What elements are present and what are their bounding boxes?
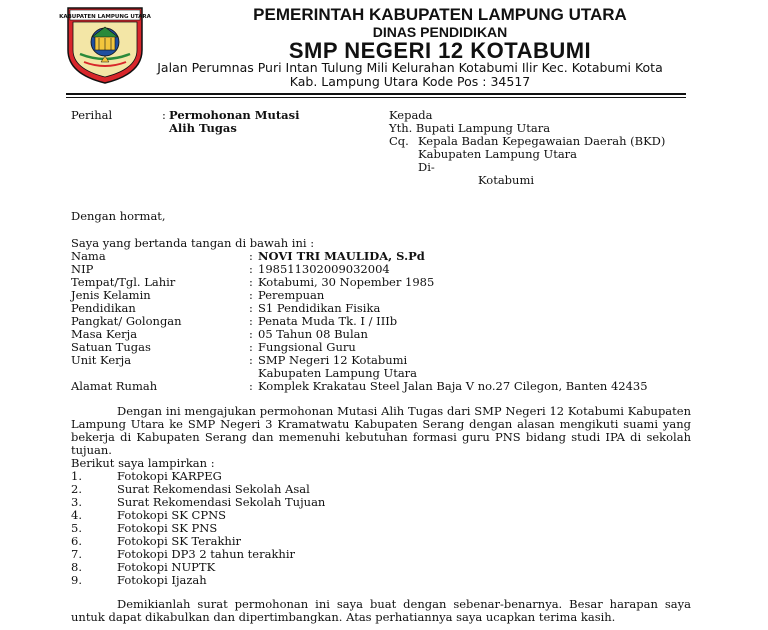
field-value-nama: NOVI TRI MAULIDA, S.Pd bbox=[258, 249, 425, 263]
attachment-number: 4. bbox=[71, 508, 82, 522]
field-value-workunit: SMP Negeri 12 Kotabumi bbox=[258, 353, 408, 367]
field-label-nama: Nama bbox=[71, 249, 106, 263]
attachment-number: 5. bbox=[71, 521, 82, 535]
field-value-education: S1 Pendidikan Fisika bbox=[258, 301, 381, 315]
recipient-cq-line1: Kepala Badan Kepegawaian Daerah (BKD) bbox=[418, 134, 666, 148]
field-value-nip: 198511302009032004 bbox=[258, 262, 390, 276]
recipient-yth: Yth. Bupati Lampung Utara bbox=[389, 121, 551, 135]
recipient-city: Kotabumi bbox=[478, 173, 535, 187]
field-label-workunit: Unit Kerja bbox=[71, 353, 132, 367]
perihal-label: Perihal bbox=[71, 108, 113, 122]
field-value-gender: Perempuan bbox=[258, 288, 325, 302]
attachment-item: Fotokopi SK CPNS bbox=[117, 508, 227, 522]
attachment-number: 1. bbox=[71, 469, 82, 483]
emblem-lettering: KABUPATEN LAMPUNG UTARA bbox=[59, 14, 151, 20]
attachment-number: 7. bbox=[71, 547, 82, 561]
perihal-colon: : bbox=[162, 108, 166, 122]
attachment-number: 6. bbox=[71, 534, 82, 548]
attachment-item: Surat Rekomendasi Sekolah Tujuan bbox=[117, 495, 326, 509]
field-value-address: Komplek Krakatau Steel Jalan Baja V no.27 Cilegon, Banten 42435 bbox=[258, 379, 648, 393]
attachment-item: Fotokopi SK Terakhir bbox=[117, 534, 242, 548]
field-label-tenure: Masa Kerja bbox=[71, 327, 138, 341]
perihal-line2: Alih Tugas bbox=[169, 121, 237, 135]
field-colon: : bbox=[249, 288, 253, 302]
attachment-number: 8. bbox=[71, 560, 82, 574]
school-address-line2: Kab. Lampung Utara Kode Pos : 34517 bbox=[289, 74, 531, 89]
attachment-item: Fotokopi KARPEG bbox=[117, 469, 222, 483]
field-colon: : bbox=[249, 340, 253, 354]
closing-paragraph: Demikianlah surat permohonan ini saya buat dengan sebenar-benarnya. Besar harapan saya untuk dapat dikabulkan dan dipertimbangkan. Atas perhatiannya saya ucapkan terima kasih. bbox=[71, 597, 691, 624]
attachment-number: 3. bbox=[71, 495, 82, 509]
school-address-line1: Jalan Perumnas Puri Intan Tulung Mili Kelurahan Kotabumi Ilir Kec. Kotabumi Kota bbox=[157, 60, 663, 75]
field-label-education: Pendidikan bbox=[71, 301, 136, 315]
field-value-ttl: Kotabumi, 30 Nopember 1985 bbox=[258, 275, 435, 289]
field-label-duty: Satuan Tugas bbox=[71, 340, 151, 354]
agency-name: DINAS PENDIDIKAN bbox=[372, 24, 508, 40]
field-label-gender: Jenis Kelamin bbox=[71, 288, 151, 302]
field-label-address: Alamat Rumah bbox=[71, 379, 158, 393]
field-colon: : bbox=[249, 327, 253, 341]
attachment-number: 2. bbox=[71, 482, 82, 496]
field-value-tenure: 05 Tahun 08 Bulan bbox=[258, 327, 368, 341]
recipient-cq-line2: Kabupaten Lampung Utara bbox=[418, 147, 578, 161]
field-colon: : bbox=[249, 249, 253, 263]
field-label-rank: Pangkat/ Golongan bbox=[71, 314, 182, 328]
field-colon: : bbox=[249, 262, 253, 276]
field-colon: : bbox=[249, 275, 253, 289]
recipient-di: Di- bbox=[418, 160, 435, 174]
field-colon: : bbox=[249, 353, 253, 367]
kepada-label: Kepada bbox=[389, 108, 433, 122]
school-name: SMP NEGERI 12 KOTABUMI bbox=[288, 38, 592, 63]
letterhead-rule-thin bbox=[66, 97, 686, 98]
recipient-cq-label: Cq. bbox=[389, 134, 409, 148]
attachment-item: Fotokopi SK PNS bbox=[117, 521, 218, 535]
attachments-intro: Berikut saya lampirkan : bbox=[71, 456, 215, 470]
attachment-item: Fotokopi NUPTK bbox=[117, 560, 216, 574]
field-value-workunit-line2: Kabupaten Lampung Utara bbox=[258, 366, 418, 380]
field-label-ttl: Tempat/Tgl. Lahir bbox=[71, 275, 176, 289]
field-colon: : bbox=[249, 379, 253, 393]
government-name: PEMERINTAH KABUPATEN LAMPUNG UTARA bbox=[253, 5, 627, 24]
request-paragraph: Dengan ini mengajukan permohonan Mutasi Alih Tugas dari SMP Negeri 12 Kotabumi Kabupaten Lampung Utara ke SMP Negeri 3 Kramatwatu Kabupaten Serang dengan alasan mengikuti suami yang bekerja di Kabupaten Serang dan memenuhi kebutuhan formasi guru PNS bidang studi IPA di sekolah tujuan. bbox=[71, 404, 691, 457]
field-colon: : bbox=[249, 314, 253, 328]
perihal-line1: Permohonan Mutasi bbox=[169, 108, 300, 122]
greeting: Dengan hormat, bbox=[71, 209, 166, 223]
attachment-number: 9. bbox=[71, 573, 82, 587]
attachment-item: Fotokopi Ijazah bbox=[117, 573, 207, 587]
attachment-item: Surat Rekomendasi Sekolah Asal bbox=[117, 482, 310, 496]
field-value-duty: Fungsional Guru bbox=[258, 340, 356, 354]
attachment-item: Fotokopi DP3 2 tahun terakhir bbox=[117, 547, 295, 561]
field-label-nip: NIP bbox=[71, 262, 94, 276]
field-colon: : bbox=[249, 301, 253, 315]
field-value-rank: Penata Muda Tk. I / IIIb bbox=[258, 314, 398, 328]
letterhead-rule-thick bbox=[66, 93, 686, 95]
intro-text: Saya yang bertanda tangan di bawah ini : bbox=[71, 236, 315, 250]
